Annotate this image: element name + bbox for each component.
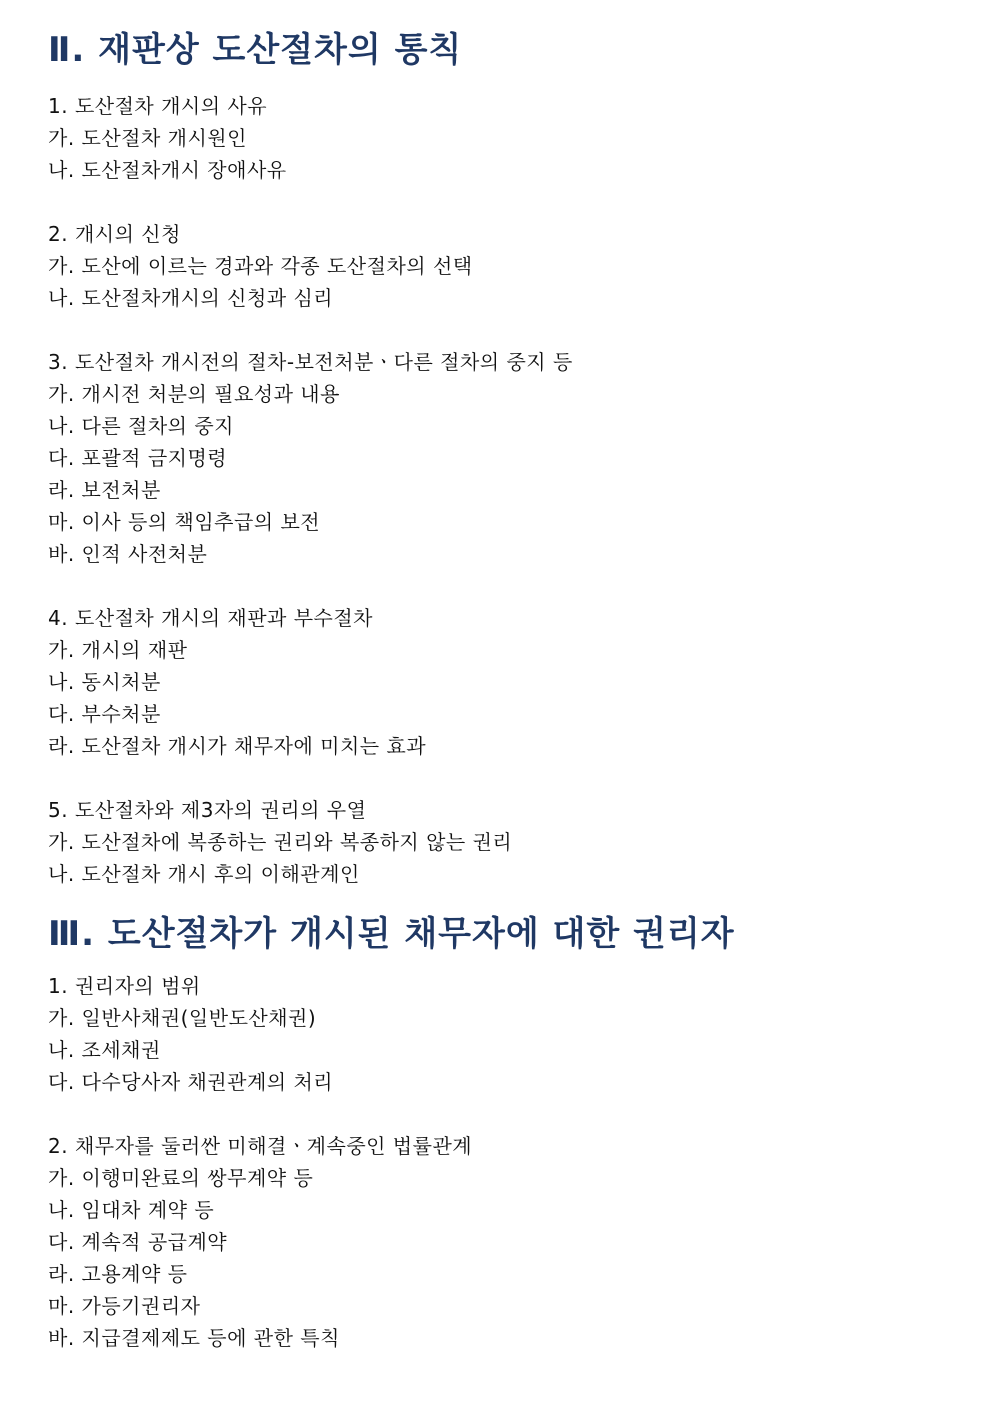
list-item: 가. 도산절차에 복종하는 권리와 복종하지 않는 권리 <box>48 830 513 854</box>
list-item: 나. 조세채권 <box>48 1038 161 1062</box>
chapter-2 <box>48 28 948 922</box>
chapter-3 <box>48 912 948 1386</box>
list-item: 나. 동시처분 <box>48 670 161 694</box>
list-item: 가. 개시전 처분의 필요성과 내용 <box>48 382 340 406</box>
section-heading: 4. 도산절차 개시의 재판과 부수절차 <box>48 606 373 630</box>
section-heading: 2. 채무자를 둘러싼 미해결ㆍ계속중인 법률관계 <box>48 1134 473 1158</box>
list-item: 나. 도산절차 개시 후의 이해관계인 <box>48 862 360 886</box>
section-heading: 1. 도산절차 개시의 사유 <box>48 94 268 118</box>
list-item: 다. 부수처분 <box>48 702 161 726</box>
section-heading: 1. 권리자의 범위 <box>48 974 201 998</box>
list-item: 바. 인적 사전처분 <box>48 542 208 566</box>
list-item: 라. 도산절차 개시가 채무자에 미치는 효과 <box>48 734 427 758</box>
list-item: 나. 도산절차개시 장애사유 <box>48 158 287 182</box>
section-heading: 2. 개시의 신청 <box>48 222 181 246</box>
section-2-5 <box>48 794 948 890</box>
list-item: 바. 지급결제제도 등에 관한 특칙 <box>48 1326 340 1350</box>
chapter-sections <box>48 90 948 890</box>
section-2-2 <box>48 218 948 314</box>
section-3-2 <box>48 1130 948 1354</box>
chapter-sections <box>48 970 948 1354</box>
list-item: 라. 보전처분 <box>48 478 161 502</box>
list-item: 가. 이행미완료의 쌍무계약 등 <box>48 1166 314 1190</box>
list-item: 나. 임대차 계약 등 <box>48 1198 215 1222</box>
section-2-3 <box>48 346 948 570</box>
list-item: 가. 개시의 재판 <box>48 638 188 662</box>
list-item: 다. 포괄적 금지명령 <box>48 446 228 470</box>
section-heading: 3. 도산절차 개시전의 절차-보전처분ㆍ다른 절차의 중지 등 <box>48 350 573 374</box>
list-item: 나. 도산절차개시의 신청과 심리 <box>48 286 334 310</box>
section-3-1 <box>48 970 948 1098</box>
list-item: 가. 도산에 이르는 경과와 각종 도산절차의 선택 <box>48 254 473 278</box>
chapter-title: Ⅱ. 재판상 도산절차의 통칙 <box>48 30 463 70</box>
list-item: 마. 가등기권리자 <box>48 1294 201 1318</box>
section-heading: 5. 도산절차와 제3자의 권리의 우열 <box>48 798 367 822</box>
chapter-title: Ⅲ. 도산절차가 개시된 채무자에 대한 권리자 <box>48 914 735 954</box>
section-2-1 <box>48 90 948 186</box>
list-item: 다. 계속적 공급계약 <box>48 1230 228 1254</box>
list-item: 가. 도산절차 개시원인 <box>48 126 247 150</box>
list-item: 가. 일반사채권(일반도산채권) <box>48 1006 317 1030</box>
section-2-4 <box>48 602 948 762</box>
list-item: 다. 다수당사자 채권관계의 처리 <box>48 1070 334 1094</box>
list-item: 나. 다른 절차의 중지 <box>48 414 234 438</box>
list-item: 마. 이사 등의 책임추급의 보전 <box>48 510 321 534</box>
list-item: 라. 고용계약 등 <box>48 1262 188 1286</box>
